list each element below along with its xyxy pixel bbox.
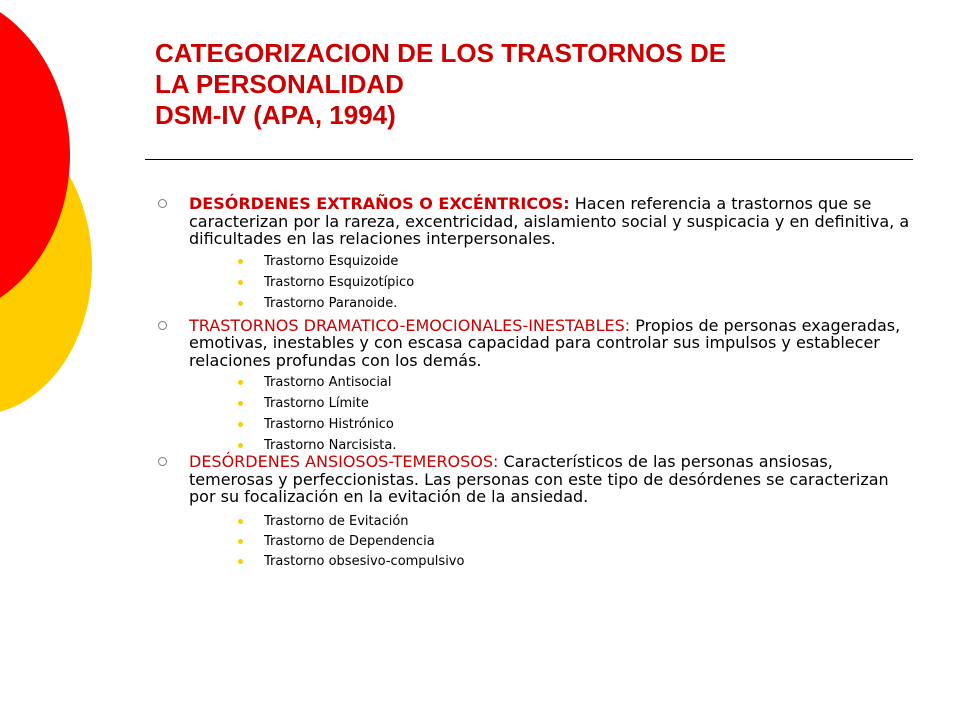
list-item: Trastorno Esquizoide <box>189 254 915 269</box>
yellow-dot-bullet-icon <box>238 259 243 264</box>
hollow-circle-bullet-icon <box>158 457 167 466</box>
list-item: Trastorno Paranoide. <box>189 296 915 311</box>
yellow-dot-bullet-icon <box>238 539 243 544</box>
section-text: Hacen referencia a trastornos que se caracterizan por la rareza, excentricidad, aislamiento social y suspicacia y en definitiva, a dificultades en las relaciones interpersonales. <box>189 194 910 248</box>
section-dramatico <box>155 317 915 454</box>
sub-list <box>189 375 915 453</box>
section-heading: DESÓRDENES EXTRAÑOS O EXCÉNTRICOS: <box>189 194 570 213</box>
hollow-circle-bullet-icon <box>158 321 167 330</box>
list-item: Trastorno Límite <box>189 396 915 411</box>
section-text: Propios de personas exageradas, emotivas, inestables y con escasa capacidad para controlar sus impulsos y establecer relaciones profundas con los demás. <box>189 315 901 370</box>
section-ansiosos <box>155 453 915 569</box>
yellow-dot-bullet-icon <box>238 559 243 564</box>
title-line-2: LA PERSONALIDAD <box>155 69 404 99</box>
yellow-dot-bullet-icon <box>238 422 243 427</box>
list-item: Trastorno de Evitación <box>189 514 915 529</box>
title-divider <box>145 159 913 160</box>
yellow-dot-bullet-icon <box>238 519 243 524</box>
yellow-dot-bullet-icon <box>238 280 243 285</box>
list-item: Trastorno Antisocial <box>189 375 915 390</box>
title-line-3: DSM-IV (APA, 1994) <box>155 100 396 130</box>
sub-list <box>189 254 915 311</box>
list-item: Trastorno de Dependencia <box>189 534 915 549</box>
section-text: Característicos de las personas ansiosas, temerosas y perfeccionistas. Las personas con este tipo de desórdenes se caracterizan por su focalización en la evitación de la ansiedad. <box>189 452 889 506</box>
list-item: Trastorno Histrónico <box>189 417 915 432</box>
list-item: Trastorno Narcisista. <box>189 438 915 453</box>
title-line-1: CATEGORIZACION DE LOS TRASTORNOS DE <box>155 38 727 68</box>
yellow-dot-bullet-icon <box>238 301 243 306</box>
section-heading: DESÓRDENES ANSIOSOS-TEMEROSOS: <box>189 452 499 471</box>
section-extranos <box>155 195 915 311</box>
list-item: Trastorno obsesivo-compulsivo <box>189 554 915 569</box>
yellow-dot-bullet-icon <box>238 443 243 448</box>
slide-title <box>155 38 915 131</box>
hollow-circle-bullet-icon <box>158 199 167 208</box>
yellow-dot-bullet-icon <box>238 380 243 385</box>
yellow-dot-bullet-icon <box>238 401 243 406</box>
section-heading: TRASTORNOS DRAMATICO-EMOCIONALES-INESTABLES: <box>189 315 631 335</box>
sub-list <box>189 514 915 569</box>
slide-content <box>155 195 915 569</box>
list-item: Trastorno Esquizotípico <box>189 275 915 290</box>
